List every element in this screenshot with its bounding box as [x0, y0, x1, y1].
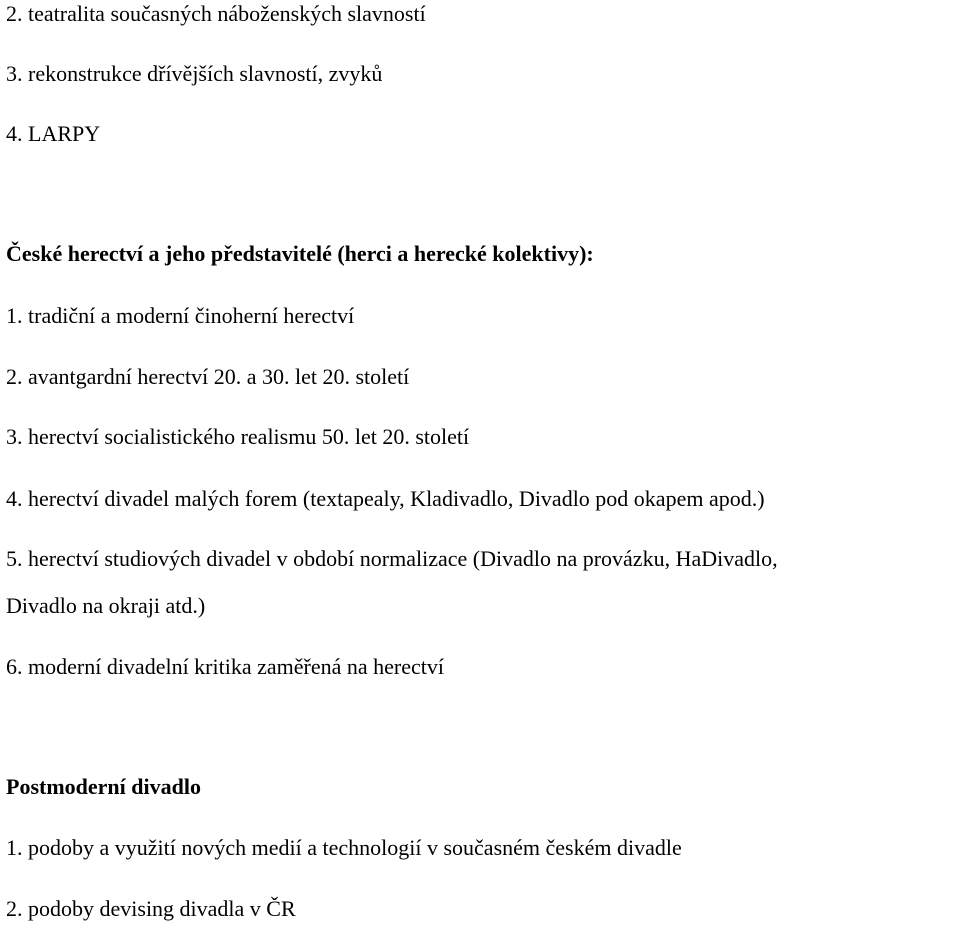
list-item: 4. LARPY [6, 121, 101, 146]
list-item-continuation: Divadlo na okraji atd.) [6, 593, 206, 618]
list-item: 5. herectví studiových divadel v období normalizace (Divadlo na provázku, HaDivadlo, [6, 546, 778, 571]
list-item: 1. podoby a využití nových medií a technologií v současném českém divadle [6, 835, 682, 860]
section-heading: České herectví a jeho představitelé (herci a herecké kolektivy): [6, 241, 594, 266]
list-item: 2. podoby devising divadla v ČR [6, 896, 296, 921]
list-item: 4. herectví divadel malých forem (textapealy, Kladivadlo, Divadlo pod okapem apod.) [6, 486, 765, 511]
list-item: 6. moderní divadelní kritika zaměřená na herectví [6, 654, 444, 679]
list-item: 1. tradiční a moderní činoherní herectví [6, 303, 355, 328]
list-item: 3. herectví socialistického realismu 50. let 20. století [6, 424, 470, 449]
list-item: 2. teatralita současných náboženských slavností [6, 1, 426, 26]
list-item: 2. avantgardní herectví 20. a 30. let 20. století [6, 364, 410, 389]
section-heading: Postmoderní divadlo [6, 774, 201, 799]
list-item: 3. rekonstrukce dřívějších slavností, zvyků [6, 61, 383, 86]
